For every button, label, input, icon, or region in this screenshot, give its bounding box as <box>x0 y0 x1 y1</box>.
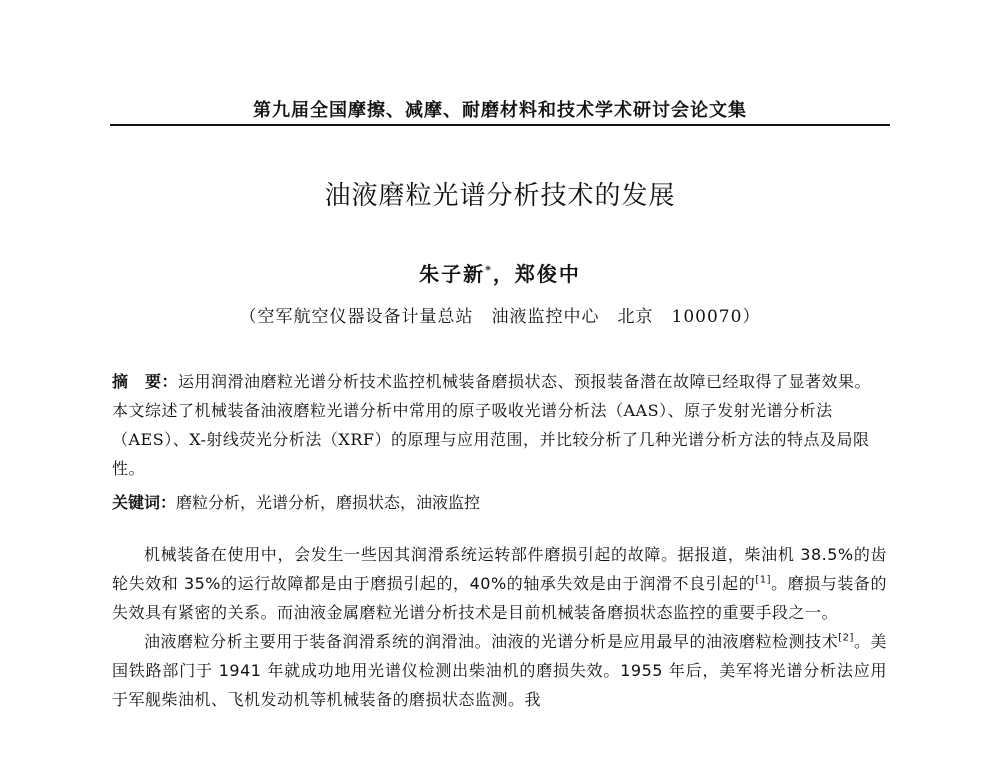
paragraph-text: 油液磨粒分析主要用于装备润滑系统的润滑油。油液的光谱分析是应用最早的油液磨粒检测技术 <box>144 632 839 651</box>
keywords-text: 磨粒分析，光谱分析，磨损状态，油液监控 <box>176 493 481 512</box>
keywords <box>112 488 887 517</box>
paragraph-text: 。美国铁路部门于 1941 年就成功地用光谱仪检测出柴油机的磨损失效。1955 年后，美军将光谱分析法应用于军舰柴油机、飞机发动机等机械装备的磨损状态监测。我 <box>112 632 887 709</box>
author-name: 郑俊中 <box>514 262 581 286</box>
paragraph-text: 。磨损与装备的失效具有紧密的关系。而油液金属磨粒光谱分析技术是目前机械装备磨损状态监控的重要手段之一。 <box>112 574 887 622</box>
citation-link[interactable]: [1] <box>755 574 771 586</box>
abstract-text: 运用润滑油磨粒光谱分析技术监控机械装备磨损状态、预报装备潜在故障已经取得了显著效果。本文综述了机械装备油液磨粒光谱分析中常用的原子吸收光谱分析法（AAS）、原子发射光谱分析法（AES）、X-射线荧光分析法（XRF）的原理与应用范围，并比较分析了几种光谱分析方法的特点及局限性。 <box>112 372 872 478</box>
keywords-label: 关键词： <box>112 493 177 512</box>
body-paragraph <box>112 627 887 714</box>
author-name: 朱子新 <box>419 262 486 286</box>
paragraph-text: 机械装备在使用中，会发生一些因其润滑系统运转部件磨损引起的故障。据报道，柴油机 38.5%的齿轮失效和 35%的运行故障都是由于磨损引起的，40%的轴承失效是由于润滑不良引起的 <box>112 545 887 593</box>
affiliation: （空军航空仪器设备计量总站 油液监控中心 北京 100070） <box>239 307 761 327</box>
corresponding-author-mark: * <box>485 263 493 277</box>
running-header: 第九届全国摩擦、减摩、耐磨材料和技术学术研讨会论文集 <box>253 100 747 121</box>
abstract <box>112 367 887 483</box>
abstract-label: 摘 要： <box>112 372 179 391</box>
body-paragraph <box>112 540 887 627</box>
author-separator: ， <box>492 262 515 286</box>
paper-title: 油液磨粒光谱分析技术的发展 <box>324 181 676 211</box>
header-divider <box>110 124 890 126</box>
citation-link[interactable]: [2] <box>838 632 854 644</box>
author-line <box>110 258 890 287</box>
body-text <box>112 540 887 714</box>
